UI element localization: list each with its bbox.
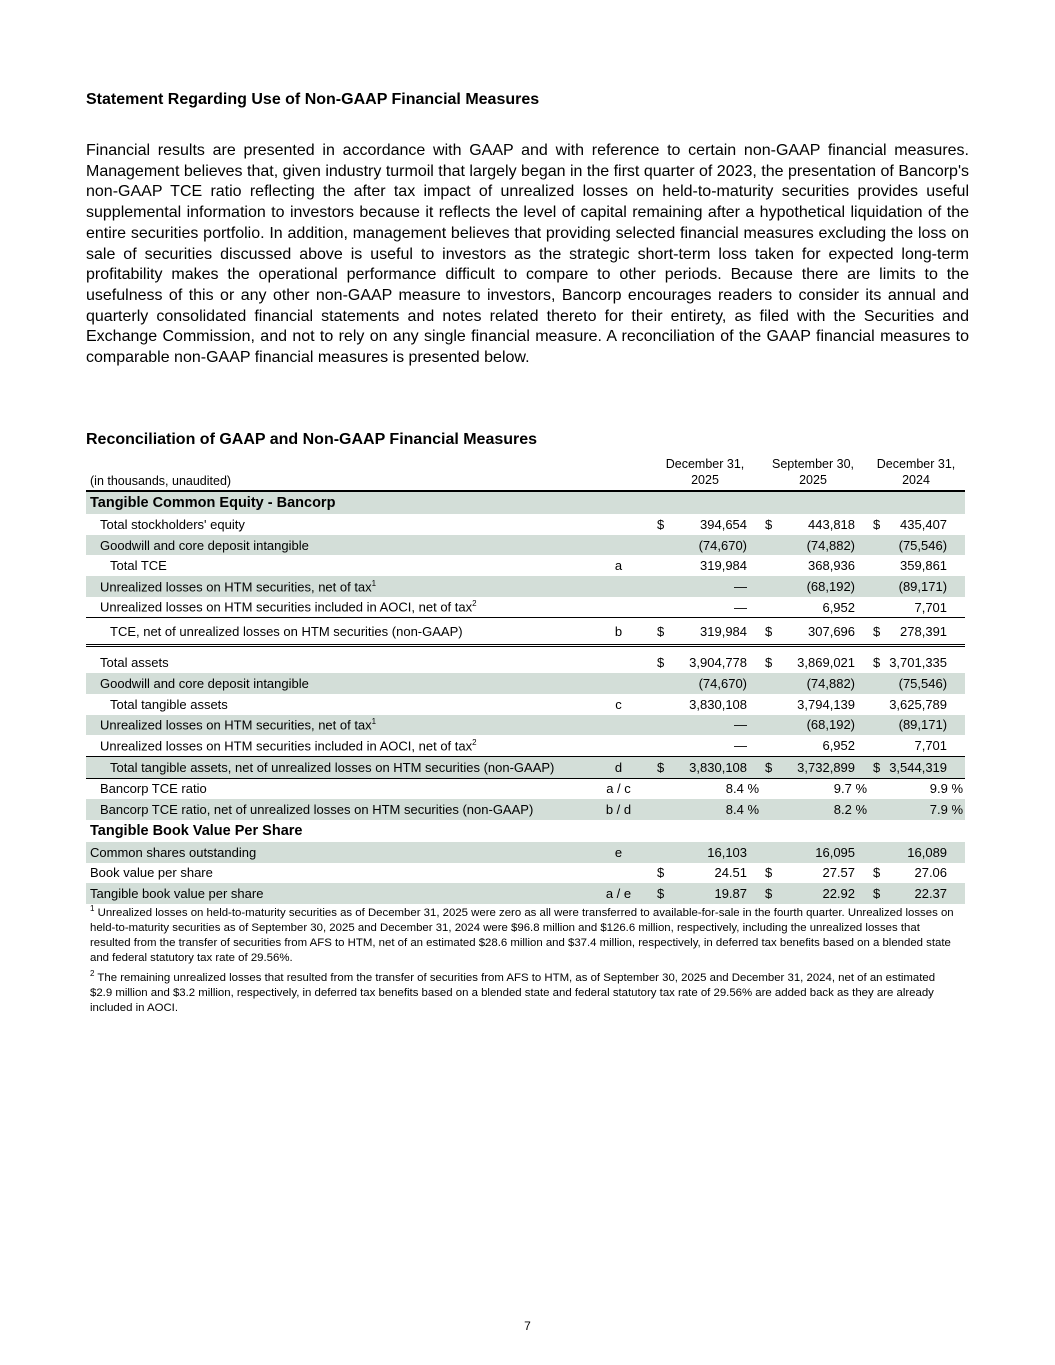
row-label	[86, 652, 586, 673]
value-cell: (89,171)	[887, 576, 965, 597]
table-row	[86, 673, 965, 694]
value-cell: —	[734, 738, 748, 754]
table-row	[86, 756, 965, 778]
value-cell: 359,861	[900, 558, 948, 574]
row-label-text: Book value per share	[90, 865, 213, 881]
dollar-sign	[759, 535, 779, 556]
section-heading: Statement Regarding Use of Non-GAAP Financial Measures	[86, 91, 540, 108]
row-label-text: Unrealized losses on HTM securities included in AOCI, net of tax	[100, 599, 473, 615]
column-header	[867, 455, 965, 491]
value-cell: 3,830,108	[689, 696, 748, 712]
row-label	[86, 863, 586, 884]
dollar-sign	[651, 715, 671, 736]
row-ref	[586, 652, 651, 673]
dollar-sign	[867, 535, 887, 556]
dollar-sign: $	[657, 655, 665, 671]
row-ref	[586, 735, 651, 756]
footnote-ref: 2	[472, 737, 477, 747]
value-cell: (74,670)	[671, 535, 759, 556]
dollar-sign: $	[657, 516, 665, 532]
dollar-sign: $	[759, 883, 779, 904]
column-header-year: 2025	[691, 473, 719, 487]
value-cell: (74,670)	[671, 673, 759, 694]
row-ref: b	[586, 618, 651, 646]
dollar-sign	[867, 799, 887, 820]
row-label-text: Tangible book value per share	[90, 886, 264, 902]
row-ref: b / d	[586, 799, 651, 820]
footnote-marker: 1	[90, 904, 95, 913]
table-row	[86, 863, 965, 884]
value-cell: 3,544,319	[887, 756, 965, 778]
dollar-sign	[759, 799, 779, 820]
column-header	[759, 455, 867, 491]
value-cell: 307,696	[779, 618, 867, 646]
dollar-sign	[867, 673, 887, 694]
row-ref	[586, 715, 651, 736]
section-row	[86, 820, 965, 842]
value-cell: 24.51	[714, 865, 748, 881]
table-row	[86, 778, 965, 799]
column-header-year: 2025	[799, 473, 827, 487]
column-header	[651, 455, 759, 491]
table-row	[86, 694, 965, 715]
table-row	[86, 735, 965, 756]
value-cell: 27.57	[822, 865, 856, 881]
row-ref: a / c	[606, 781, 631, 797]
column-header-date: December 31,	[876, 457, 956, 471]
table-header-row	[86, 455, 965, 491]
row-label-text: Total assets	[100, 655, 169, 671]
row-ref: c	[615, 696, 622, 712]
row-label	[86, 735, 586, 756]
footnote-marker: 2	[90, 968, 95, 978]
row-label-text: TCE, net of unrealized losses on HTM securities (non-GAAP)	[110, 623, 463, 639]
dollar-sign	[759, 576, 779, 597]
value-cell: 3,732,899	[779, 756, 867, 778]
value-cell: 7,701	[914, 599, 948, 615]
row-ref: a / e	[586, 883, 651, 904]
row-label	[86, 673, 586, 694]
value-cell: (68,192)	[779, 576, 867, 597]
value-cell: (68,192)	[779, 715, 867, 736]
value-cell: 9.9 %	[929, 781, 964, 797]
dollar-sign	[759, 735, 779, 756]
section-title: Tangible Book Value Per Share	[90, 822, 303, 839]
row-label-text: Total tangible assets, net of unrealized losses on HTM securities (non-GAAP)	[110, 759, 555, 775]
row-label-text: Bancorp TCE ratio, net of unrealized losses on HTM securities (non-GAAP)	[100, 802, 534, 818]
row-label-text: Bancorp TCE ratio	[100, 781, 207, 797]
row-ref	[586, 863, 651, 884]
value-cell: —	[671, 576, 759, 597]
dollar-sign	[651, 694, 671, 715]
dollar-sign	[759, 673, 779, 694]
dollar-sign	[867, 715, 887, 736]
row-label	[86, 514, 586, 535]
value-cell: 278,391	[887, 618, 965, 646]
value-cell: 16,103	[671, 842, 759, 863]
table-row	[86, 842, 965, 863]
dollar-sign	[867, 597, 887, 618]
footnotes	[90, 901, 960, 1016]
column-header-date: September 30,	[772, 457, 855, 471]
row-label-text: Goodwill and core deposit intangible	[100, 537, 309, 553]
table-row	[86, 576, 965, 597]
row-label-text: Total TCE	[110, 558, 167, 574]
row-label	[86, 756, 586, 778]
dollar-sign	[867, 555, 887, 576]
dollar-sign: $	[873, 865, 881, 881]
dollar-sign	[651, 842, 671, 863]
value-cell: 3,794,139	[797, 696, 856, 712]
row-ref	[586, 514, 651, 535]
row-label	[86, 535, 586, 556]
dollar-sign	[867, 576, 887, 597]
intro-paragraph: Financial results are presented in accordance with GAAP and with reference to certain non-GAAP financial measures. Management believes that, given industry turmoil that largely began in the first quarter of 2023, the presentation of Bancorp's non-GAAP TCE ratio reflecting the after tax impact of unrealized losses on held-to-maturity securities provides useful supplemental information to investors because it reflects the level of capital remaining after a hypothetical liquidation of the entire securities portfolio. In addition, management believes that providing selected financial measures excluding the loss on sale of securities discussed above is useful to investors as the strategic short-term loss taken for expected long-term profitability makes the operational performance difficult to compare to other periods. Because there are limits to the usefulness of this or any other non-GAAP measure to investors, Bancorp encourages readers to consider its annual and quarterly consolidated financial statements and notes related thereto for their entirety, as filed with the Securities and Exchange Commission, and not to rely on any single financial measure. A reconciliation of the GAAP financial measures to comparable non-GAAP financial measures is presented below.	[86, 142, 969, 367]
value-cell: 16,095	[779, 842, 867, 863]
table-title: Reconciliation of GAAP and Non-GAAP Financial Measures	[86, 431, 538, 448]
footnote-ref: 1	[371, 578, 377, 588]
footnote-text: The remaining unrealized losses that resulted from the transfer of securities from AFS to HTM, as of September 30, 2025 and December 31, 2024, net of an estimated $2.9 million and $3.2 million, respectively, in deferred tax benefits based on a blended state and federal statutory tax rate of 29.56% are added back as they are already included in AOCI.	[90, 971, 936, 1014]
row-ref: d	[586, 756, 651, 778]
value-cell: 8.2 %	[779, 799, 867, 820]
row-label	[86, 555, 586, 576]
value-cell: 3,869,021	[797, 655, 856, 671]
dollar-sign: $	[867, 883, 887, 904]
dollar-sign: $	[759, 618, 779, 646]
value-cell: 6,952	[822, 738, 856, 754]
value-cell: 8.4 %	[725, 781, 760, 797]
dollar-sign: $	[873, 655, 881, 671]
value-cell: 394,654	[700, 516, 748, 532]
footnote-ref: 1	[371, 717, 377, 727]
value-cell: 22.37	[887, 883, 965, 904]
value-cell: 368,936	[808, 558, 856, 574]
dollar-sign	[759, 842, 779, 863]
row-label	[86, 842, 586, 863]
dollar-sign: $	[873, 516, 881, 532]
value-cell: 3,625,789	[889, 696, 948, 712]
footnote-1	[90, 901, 960, 966]
value-cell: 19.87	[671, 883, 759, 904]
value-cell: 6,952	[822, 599, 856, 615]
value-cell: 27.06	[914, 865, 948, 881]
row-ref: a	[614, 558, 623, 574]
row-label	[86, 778, 586, 799]
dollar-sign	[867, 735, 887, 756]
dollar-sign	[759, 694, 779, 715]
dollar-sign	[759, 555, 779, 576]
dollar-sign	[759, 715, 779, 736]
page-number: 7	[524, 1319, 531, 1333]
value-cell: 7,701	[914, 738, 948, 754]
dollar-sign: $	[765, 516, 773, 532]
value-cell: 3,701,335	[889, 655, 948, 671]
row-ref: e	[586, 842, 651, 863]
table-row	[86, 652, 965, 673]
dollar-sign: $	[867, 618, 887, 646]
value-cell: 16,089	[887, 842, 965, 863]
value-cell: —	[734, 599, 748, 615]
table-row	[86, 535, 965, 556]
value-cell: (74,882)	[779, 535, 867, 556]
dollar-sign	[651, 778, 671, 799]
row-label	[86, 694, 586, 715]
table-row	[86, 514, 965, 535]
value-cell: (74,882)	[779, 673, 867, 694]
column-header-year: 2024	[902, 473, 930, 487]
table-row	[86, 555, 965, 576]
dollar-sign	[651, 673, 671, 694]
row-ref	[586, 576, 651, 597]
row-label-text: Unrealized losses on HTM securities, net of tax	[100, 717, 372, 733]
row-label-text: Goodwill and core deposit intangible	[100, 675, 309, 691]
value-cell: —	[671, 715, 759, 736]
units-label: (in thousands, unaudited)	[90, 474, 232, 488]
dollar-sign	[867, 842, 887, 863]
table-row	[86, 618, 965, 646]
footnote-ref: 2	[472, 599, 477, 609]
dollar-sign: $	[765, 655, 773, 671]
value-cell: 7.9 %	[887, 799, 965, 820]
dollar-sign: $	[867, 756, 887, 778]
value-cell: (75,546)	[887, 535, 965, 556]
row-ref	[586, 535, 651, 556]
value-cell: 22.92	[779, 883, 867, 904]
dollar-sign: $	[651, 756, 671, 778]
reconciliation-table	[86, 455, 965, 904]
value-cell: (89,171)	[887, 715, 965, 736]
row-label-text: Total tangible assets	[110, 696, 228, 712]
value-cell: 8.4 %	[671, 799, 759, 820]
section-title: Tangible Common Equity - Bancorp	[86, 491, 965, 514]
dollar-sign	[651, 576, 671, 597]
row-label-text: Unrealized losses on HTM securities, net of tax	[100, 579, 372, 595]
value-cell: (75,546)	[887, 673, 965, 694]
row-ref	[586, 673, 651, 694]
value-cell: 3,904,778	[689, 655, 748, 671]
footnote-2	[90, 966, 960, 1016]
dollar-sign	[651, 535, 671, 556]
row-label-text: Unrealized losses on HTM securities included in AOCI, net of tax	[100, 738, 473, 754]
row-label	[86, 799, 586, 820]
dollar-sign: $	[657, 865, 665, 881]
table-row	[86, 799, 965, 820]
value-cell: 3,830,108	[671, 756, 759, 778]
value-cell: 319,984	[671, 618, 759, 646]
column-header-date: December 31,	[665, 457, 745, 471]
dollar-sign: $	[759, 756, 779, 778]
dollar-sign: $	[765, 865, 773, 881]
dollar-sign	[867, 778, 887, 799]
footnote-text: Unrealized losses on held-to-maturity securities as of December 31, 2025 were zero as all were transferred to available-for-sale in the fourth quarter. Unrealized losses on held-to-maturity securities as of September 30, 2025 and December 31, 2024 were $96.8 million and $126.6 million, respectively, including the unrealized losses that resulted from the transfer of securities from AFS to HTM, net of an estimated $28.6 million and $37.4 million, respectively, in deferred tax benefits based on a blended state and federal statutory tax rate of 29.56%.	[90, 906, 954, 964]
row-label	[86, 618, 586, 646]
value-cell: 443,818	[808, 516, 856, 532]
dollar-sign	[759, 778, 779, 799]
dollar-sign	[651, 799, 671, 820]
dollar-sign	[759, 597, 779, 618]
row-label	[86, 576, 586, 597]
dollar-sign: $	[651, 883, 671, 904]
value-cell: 9.7 %	[833, 781, 868, 797]
row-label	[86, 715, 586, 736]
value-cell: 435,407	[900, 516, 948, 532]
row-label-text: Total stockholders' equity	[100, 516, 245, 532]
dollar-sign: $	[651, 618, 671, 646]
table-row	[86, 715, 965, 736]
dollar-sign	[867, 694, 887, 715]
dollar-sign	[651, 597, 671, 618]
dollar-sign	[651, 555, 671, 576]
row-label	[86, 597, 586, 618]
row-ref	[586, 597, 651, 618]
value-cell: 319,984	[700, 558, 748, 574]
row-label-text: Common shares outstanding	[90, 844, 257, 860]
table-row	[86, 597, 965, 618]
section-row	[86, 491, 965, 514]
dollar-sign	[651, 735, 671, 756]
